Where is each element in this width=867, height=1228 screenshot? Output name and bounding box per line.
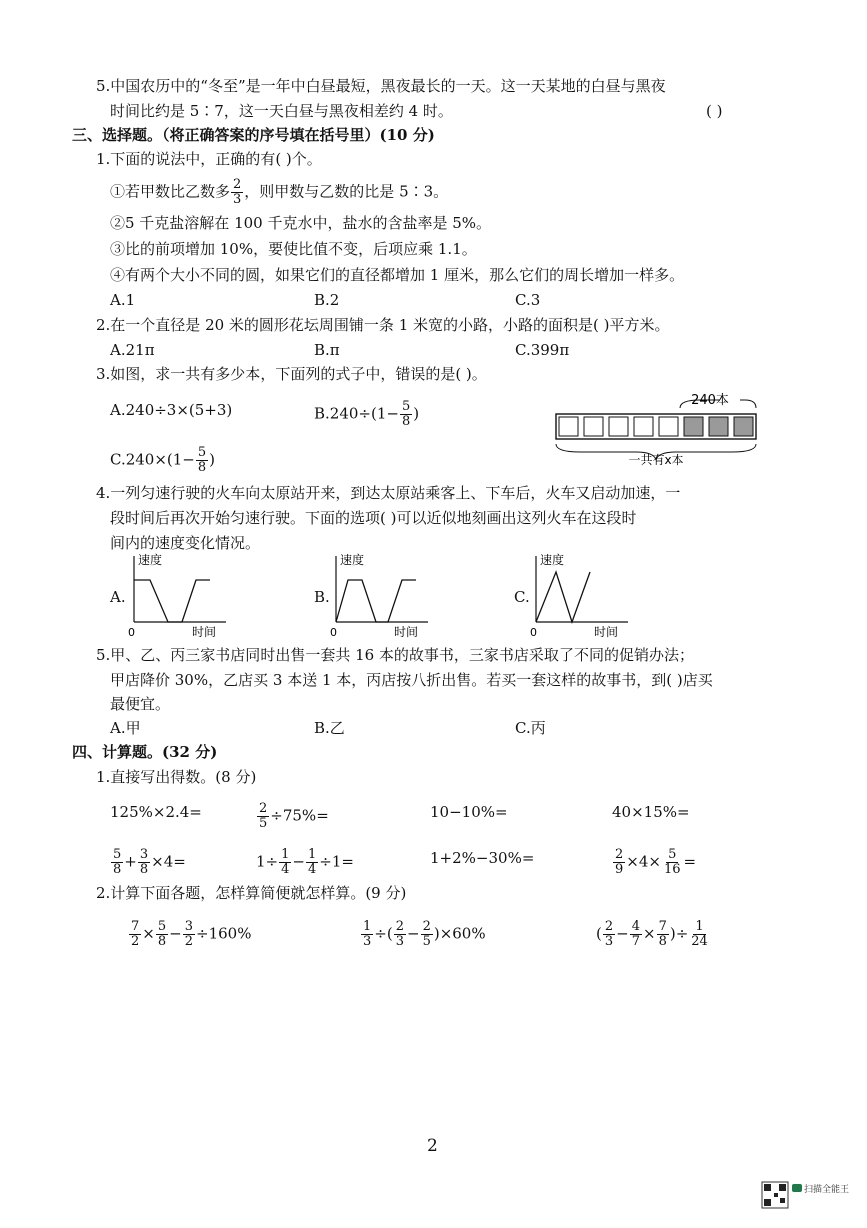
denominator: 8 — [157, 934, 167, 949]
numerator: 1 — [281, 847, 290, 862]
s3-q2-option-c: C.399π — [515, 341, 570, 359]
s3-q3-option-a: A.240÷3×(5+3) — [110, 401, 233, 419]
expr-part: )÷ — [669, 924, 689, 943]
speed-curve — [134, 580, 210, 622]
x-axis-label: 时间 — [594, 625, 619, 639]
fraction — [400, 400, 412, 429]
expr-part: ÷75%= — [270, 806, 329, 825]
denominator: 2 — [131, 934, 140, 949]
calc-e3: 10−10%= — [430, 803, 508, 821]
s3-q1-option-b: B.2 — [314, 291, 340, 309]
origin-label: 0 — [530, 626, 537, 639]
expr-part: − — [406, 924, 420, 943]
numerator: 5 — [113, 847, 122, 862]
numerator: 1 — [695, 919, 704, 934]
s3-q5-line1: 5.甲、乙、丙三家书店同时出售一套共 16 本的故事书，三家书店采取了不同的促销办法； — [96, 646, 694, 664]
denominator: 5 — [422, 934, 431, 949]
graph-c — [528, 552, 638, 642]
numerator: 5 — [668, 847, 677, 862]
s3-q1-s1-post: ，则甲数与乙数的比是 5∶3。 — [244, 182, 449, 201]
denominator: 3 — [604, 934, 614, 949]
s3-q1-stem: 1.下面的说法中，正确的有( )个。 — [96, 150, 322, 168]
graph-c-label: C. — [514, 588, 530, 606]
denominator: 4 — [281, 862, 290, 877]
fraction — [613, 848, 625, 877]
fraction — [361, 920, 373, 949]
scanner-watermark — [760, 1178, 860, 1218]
denominator: 9 — [615, 862, 624, 877]
s3-q3-stem: 3.如图，求一共有多少本，下面列的式子中，错误的是( )。 — [96, 365, 487, 383]
fraction — [111, 848, 123, 877]
speed-curve — [536, 572, 590, 622]
fraction — [306, 848, 318, 877]
numerator: 1 — [307, 847, 317, 862]
denominator: 8 — [113, 862, 122, 877]
bar-cell — [559, 417, 578, 436]
y-axis-label: 速度 — [540, 553, 565, 567]
numerator: 4 — [631, 919, 640, 934]
expr-part: ÷1= — [319, 852, 354, 871]
calc-e8 — [612, 848, 696, 877]
expr-part: − — [292, 852, 305, 871]
fraction — [196, 446, 208, 475]
s3-q5-line3: 最便宜。 — [110, 695, 171, 713]
x-axis-label: 时间 — [192, 625, 217, 639]
speed-curve — [336, 580, 416, 622]
fraction — [603, 920, 615, 949]
tf-q5-paren: ( ) — [706, 102, 723, 120]
expr-part: B.240÷(1− — [314, 404, 399, 423]
graph-b-label: B. — [314, 588, 330, 606]
s3-q4-line1: 4.一列匀速行驶的火车向太原站开来，到达太原站乘客上、下车后，火车又启动加速，一 — [96, 484, 681, 502]
calc-e7: 1+2%−30%= — [430, 849, 535, 867]
calc-e6 — [256, 848, 354, 877]
s3-q5-option-c: C.丙 — [515, 719, 546, 737]
fraction — [657, 920, 669, 949]
numerator: 3 — [184, 919, 193, 934]
x-axis-label: 时间 — [394, 625, 419, 639]
calc-e2 — [256, 802, 329, 831]
section3-title: 三、选择题。（将正确答案的序号填在括号里）(10 分) — [72, 126, 435, 144]
s3-q1-s3: ③比的前项增加 10%，要使比值不变，后项应乘 1.1。 — [110, 240, 477, 258]
scanner-badge-text: 扫描全能王 — [804, 1185, 850, 1195]
origin-label: 0 — [330, 626, 337, 639]
fraction — [129, 920, 141, 949]
y-axis-label: 速度 — [138, 553, 163, 567]
s3-q3-option-c — [110, 446, 215, 475]
s3-q5-option-a: A.甲 — [110, 719, 141, 737]
s3-q5-option-b: B.乙 — [314, 719, 345, 737]
numerator: 7 — [131, 919, 140, 934]
s3-q2-stem: 2.在一个直径是 20 米的圆形花坛周围铺一条 1 米宽的小路，小路的面积是( )平方米。 — [96, 316, 670, 334]
s3-q1-option-a: A.1 — [110, 291, 136, 309]
denominator: 8 — [401, 414, 411, 429]
fraction — [231, 178, 243, 207]
s3-q1-option-c: C.3 — [515, 291, 541, 309]
denominator: 8 — [197, 460, 207, 475]
numerator: 5 — [197, 445, 207, 460]
denominator: 16 — [663, 862, 681, 877]
expr-part: C.240×(1− — [110, 450, 195, 469]
denominator: 5 — [259, 816, 268, 831]
calc-f1 — [128, 920, 251, 949]
segment-bar-diagram — [550, 386, 765, 470]
label-bottom: 一共有x本 — [628, 453, 684, 467]
denominator: 3 — [395, 934, 404, 949]
numerator: 2 — [422, 919, 431, 934]
numerator: 1 — [363, 919, 372, 934]
s3-q1-s1 — [110, 178, 448, 207]
expr-part: − — [616, 924, 629, 943]
origin-label: 0 — [128, 626, 135, 639]
s3-q5-line2: 甲店降价 30%，乙店买 3 本送 1 本，丙店按八折出售。若买一套这样的故事书，到( )店买 — [110, 671, 713, 689]
expr-part: 1÷ — [256, 852, 279, 871]
denominator: 8 — [139, 862, 149, 877]
fraction — [630, 920, 642, 949]
fraction — [279, 848, 291, 877]
denominator: 3 — [233, 192, 242, 207]
denominator: 8 — [658, 934, 667, 949]
bar-cell-shaded — [734, 417, 753, 436]
expr-part: ÷( — [374, 924, 393, 943]
page-number: 2 — [427, 1136, 438, 1156]
expr-part: × — [643, 924, 656, 943]
expr-part: ) — [413, 404, 420, 423]
expr-part: + — [124, 852, 137, 871]
denominator: 4 — [307, 862, 317, 877]
expr-part: ) — [209, 450, 216, 469]
tf-q5-line2: 时间比约是 5∶7，这一天白昼与黑夜相差约 4 时。 — [110, 102, 453, 120]
bar-cell — [609, 417, 628, 436]
calc-e1: 125%×2.4= — [110, 803, 202, 821]
s3-q1-s4: ④有两个大小不同的圆，如果它们的直径都增加 1 厘米，那么它们的周长增加一样多。 — [110, 266, 685, 284]
bar-cell-shaded — [684, 417, 703, 436]
calc-e5 — [110, 848, 186, 877]
graph-a-label: A. — [110, 588, 126, 606]
fraction — [138, 848, 150, 877]
expr-part: ÷160% — [196, 924, 252, 943]
numerator: 7 — [658, 919, 667, 934]
tf-q5-line1: 5.中国农历中的“冬至”是一年中白昼最短，黑夜最长的一天。这一天某地的白昼与黑夜 — [96, 77, 666, 95]
bar-cell-shaded — [709, 417, 728, 436]
expr-part: × — [142, 924, 155, 943]
expr-part: ( — [596, 924, 602, 943]
denominator: 7 — [631, 934, 640, 949]
s3-q1-s1-pre: ①若甲数比乙数多 — [110, 182, 231, 201]
fraction — [156, 920, 168, 949]
bar-cell — [634, 417, 653, 436]
denominator: 24 — [691, 934, 708, 949]
denominator: 2 — [184, 934, 193, 949]
calc-f2 — [360, 920, 486, 949]
numerator: 2 — [615, 847, 624, 862]
fraction — [421, 920, 433, 949]
s4-p1-title: 1.直接写出得数。(8 分) — [96, 768, 257, 786]
denominator: 3 — [363, 934, 372, 949]
expr-part: = — [683, 852, 697, 871]
bar-cell — [659, 417, 678, 436]
numerator: 5 — [401, 399, 411, 414]
numerator: 2 — [233, 177, 242, 192]
numerator: 2 — [395, 919, 404, 934]
s3-q3-option-b — [314, 400, 419, 429]
numerator: 5 — [157, 919, 167, 934]
s3-q4-line3: 间内的速度变化情况。 — [110, 534, 261, 552]
label-top: 240本 — [691, 393, 729, 408]
fraction — [394, 920, 406, 949]
s3-q1-s2: ②5 千克盐溶解在 100 千克水中，盐水的含盐率是 5%。 — [110, 214, 492, 232]
s3-q2-option-b: B.π — [314, 341, 340, 359]
fraction — [257, 802, 269, 831]
calc-e4: 40×15%= — [612, 803, 690, 821]
y-axis-label: 速度 — [340, 553, 365, 567]
expr-part: ×4= — [151, 852, 186, 871]
s4-p2-title: 2.计算下面各题，怎样算简便就怎样算。(9 分) — [96, 884, 407, 902]
expr-part: ×4× — [626, 852, 661, 871]
expr-part: )×60% — [433, 924, 486, 943]
calc-f3 — [596, 920, 711, 949]
fraction — [183, 920, 195, 949]
s3-q2-option-a: A.21π — [110, 341, 155, 359]
graph-a — [126, 552, 236, 642]
fraction — [689, 920, 710, 949]
graph-b — [328, 552, 438, 642]
numerator: 3 — [139, 847, 149, 862]
numerator: 2 — [259, 801, 268, 816]
fraction — [662, 848, 683, 877]
expr-part: − — [169, 924, 182, 943]
bar-cell — [584, 417, 603, 436]
section4-title: 四、计算题。(32 分) — [72, 743, 218, 761]
numerator: 2 — [604, 919, 614, 934]
s3-q4-line2: 段时间后再次开始匀速行驶。下面的选项( )可以近似地刻画出这列火车在这段时 — [110, 509, 637, 527]
